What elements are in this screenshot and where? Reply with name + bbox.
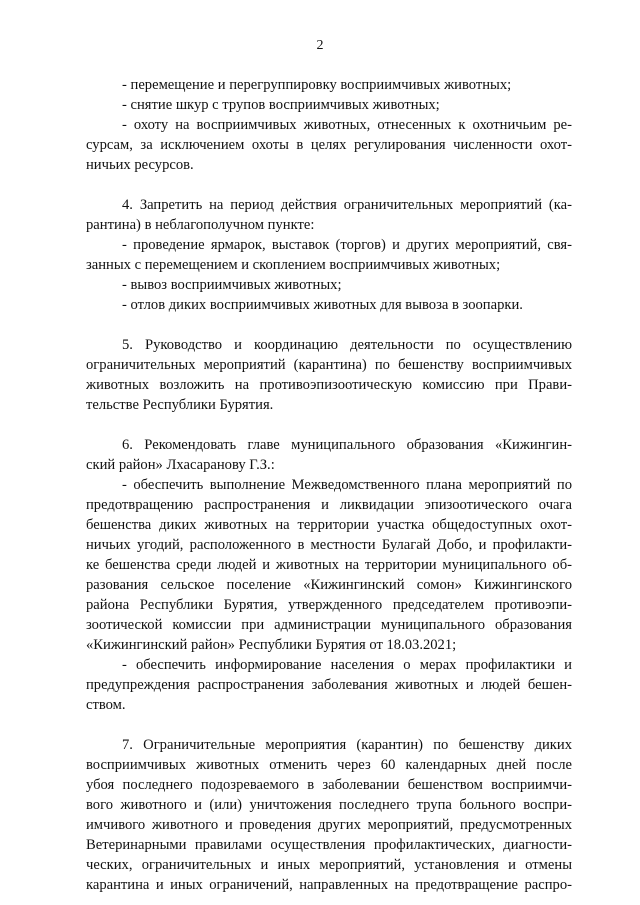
text-line: карантина и иных ограничений, направленных на предотвращение распро- [86, 877, 572, 893]
text-line: - отлов диких восприимчивых животных для вывоза в зоопарки. [122, 297, 523, 313]
text-line: 4. Запретить на период действия ограничительных мероприятий (ка- [122, 197, 572, 213]
text-line: сурсам, за исключением охоты в целях регулирования численности охот- [86, 137, 572, 153]
text-line: зоотической комиссии при администрации муниципального образования [86, 617, 572, 633]
text-line: разования сельское поселение «Кижингинский сомон» Кижингинского [86, 577, 572, 593]
text-line: района Республики Бурятия, утвержденного председателем противоэпи- [86, 597, 572, 613]
text-line: ке бешенства среди людей и животных на территории муниципального об- [86, 557, 572, 573]
text-line: вого животного и (или) уничтожения последнего трупа больного воспри- [86, 797, 572, 813]
text-line: 6. Рекомендовать главе муниципального образования «Кижингин- [122, 437, 572, 453]
text-line: ством. [86, 697, 126, 713]
text-line: рантина) в неблагополучном пункте: [86, 217, 315, 233]
text-line: «Кижингинский район» Республики Бурятия от 18.03.2021; [86, 637, 457, 653]
text-line: восприимчивых животных отменить через 60 календарных дней после [86, 757, 572, 773]
text-line: ничьих ресурсов. [86, 157, 194, 173]
text-line: ский район» Лхасаранову Г.З.: [86, 457, 275, 473]
text-line: - охоту на восприимчивых животных, отнесенных к охотничьим ре- [122, 117, 572, 133]
text-line: предупреждения распространения заболевания животных и людей бешен- [86, 677, 572, 693]
text-line: 7. Ограничительные мероприятия (карантин) по бешенству диких [122, 737, 572, 753]
text-line: животных возложить на противоэпизоотическую комиссию при Прави- [86, 377, 572, 393]
text-line: - обеспечить выполнение Межведомственного плана мероприятий по [122, 477, 572, 493]
text-line: - вывоз восприимчивых животных; [122, 277, 342, 293]
text-line: предотвращению распространения и ликвидации эпизоотического очага [86, 497, 572, 513]
text-line: Ветеринарными правилами осуществления профилактических, диагности- [86, 837, 572, 853]
text-line: ничьих угодий, расположенного в местности Булагай Добо, и профилакти- [86, 537, 572, 553]
text-line: тельстве Республики Бурятия. [86, 397, 274, 413]
text-line: 5. Руководство и координацию деятельности по осуществлению [122, 337, 572, 353]
text-line: имчивого животного и проведения других мероприятий, предусмотренных [86, 817, 572, 833]
text-line: ческих, ограничительных и иных мероприятий, установления и отмены [86, 857, 572, 873]
text-line: занных с перемещением и скоплением восприимчивых животных; [86, 257, 501, 273]
text-line: убоя последнего подозреваемого в заболевании бешенством восприимчи- [86, 777, 572, 793]
page-number: 2 [316, 38, 324, 53]
text-line: - проведение ярмарок, выставок (торгов) и других мероприятий, свя- [122, 237, 572, 253]
text-line: - обеспечить информирование населения о мерах профилактики и [122, 657, 572, 673]
text-line: - снятие шкур с трупов восприимчивых животных; [122, 97, 440, 113]
text-line: бешенства диких животных на территории участка общедоступных охот- [86, 517, 572, 533]
text-line: ограничительных мероприятий (карантина) по бешенству восприимчивых [86, 357, 572, 373]
text-line: - перемещение и перегруппировку восприимчивых животных; [122, 77, 512, 93]
